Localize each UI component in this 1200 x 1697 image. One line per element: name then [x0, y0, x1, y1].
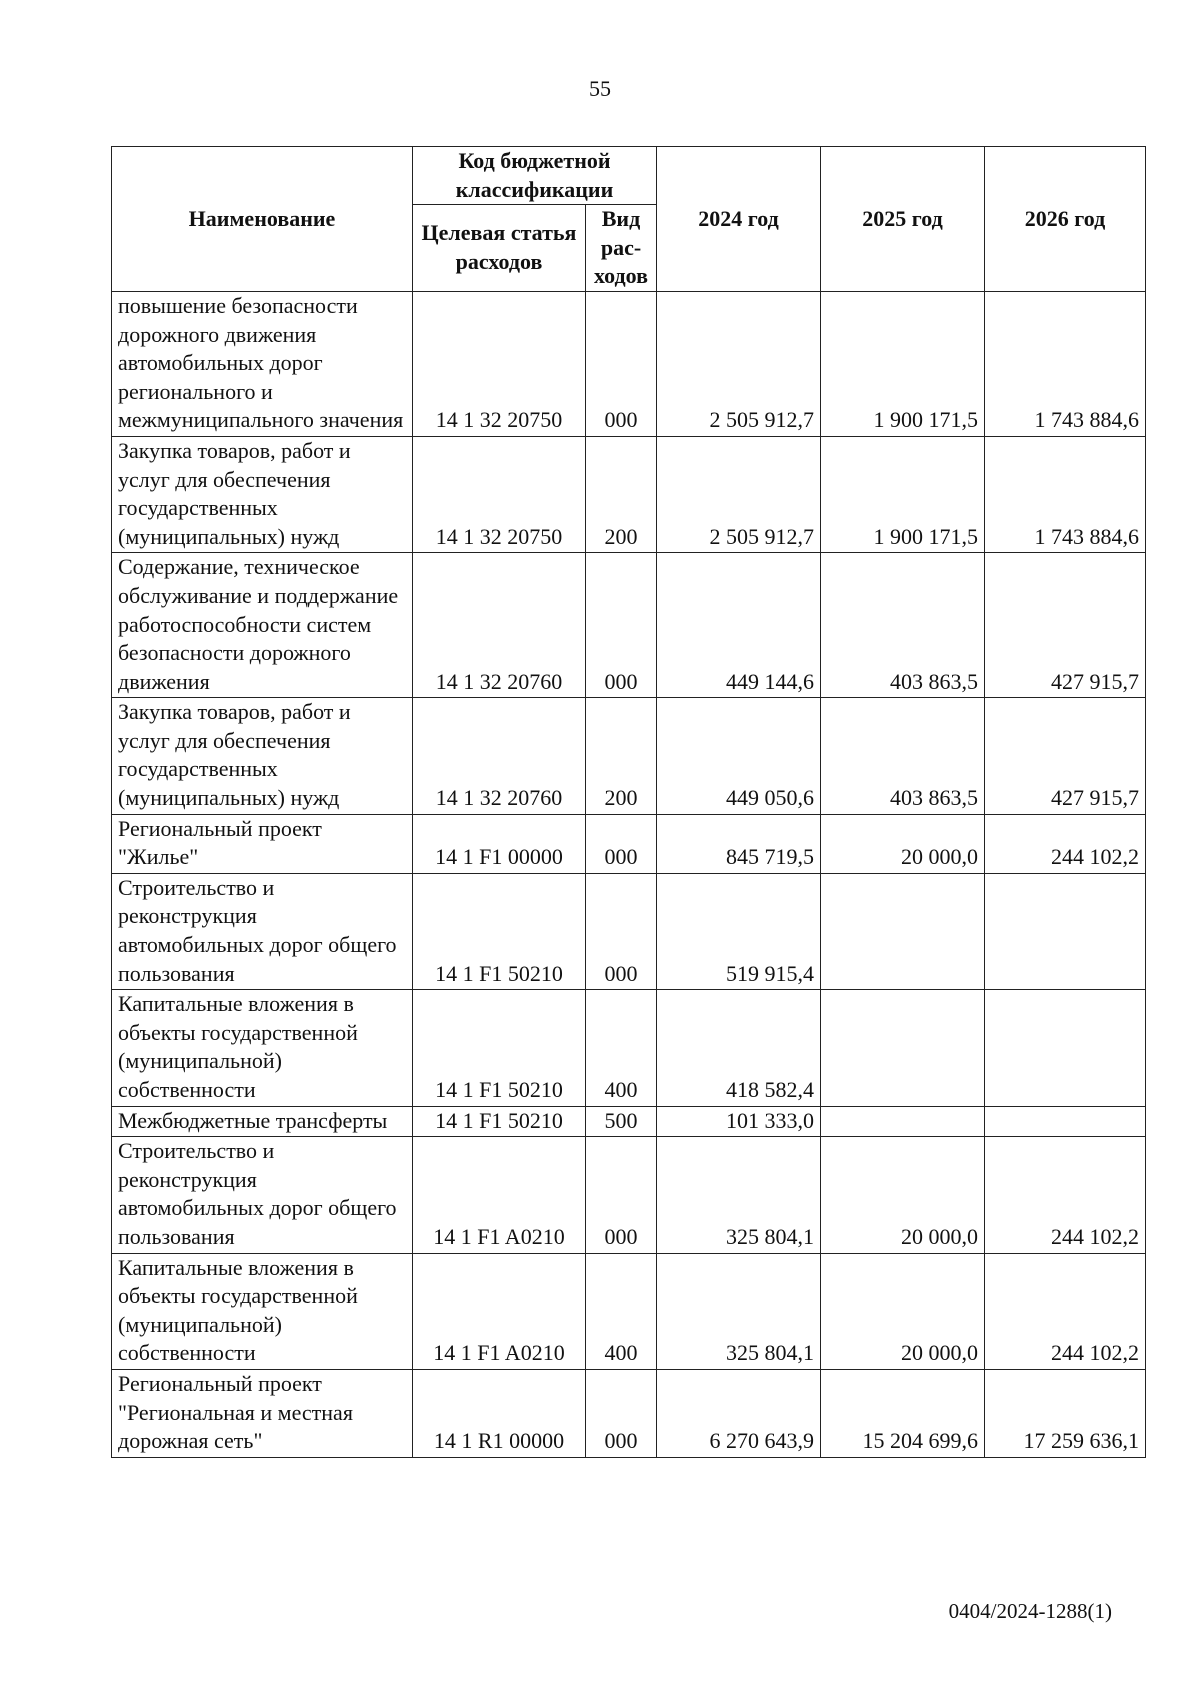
table-row	[112, 553, 1146, 698]
row-value-2026: 1 743 884,6	[985, 291, 1146, 436]
row-name: Строительство и реконструкция автомобильных дорог общего пользования	[112, 1137, 413, 1253]
table-row	[112, 990, 1146, 1106]
row-value-2024: 449 144,6	[657, 553, 821, 698]
row-value-2026: 244 102,2	[985, 814, 1146, 873]
row-value-2024: 101 333,0	[657, 1106, 821, 1137]
row-target-item: 14 1 F1 50210	[413, 1106, 586, 1137]
row-value-2025	[821, 990, 985, 1106]
page-number: 55	[589, 76, 611, 101]
table-row	[112, 1137, 1146, 1253]
header-target-item: Целевая статья расходов	[413, 205, 586, 292]
row-value-2024: 325 804,1	[657, 1253, 821, 1369]
row-value-2025: 403 863,5	[821, 553, 985, 698]
row-name: Содержание, техническое обслуживание и поддержание работоспособности систем безопасности дорожного движения	[112, 553, 413, 698]
row-target-item: 14 1 F1 A0210	[413, 1137, 586, 1253]
header-2025: 2025 год	[821, 147, 985, 292]
budget-table	[111, 146, 1146, 1458]
header-2024: 2024 год	[657, 147, 821, 292]
row-target-item: 14 1 F1 50210	[413, 990, 586, 1106]
row-value-2026: 427 915,7	[985, 698, 1146, 814]
row-value-2025: 20 000,0	[821, 1137, 985, 1253]
table-row	[112, 1253, 1146, 1369]
row-value-2025: 1 900 171,5	[821, 291, 985, 436]
row-value-2025: 1 900 171,5	[821, 436, 985, 552]
row-value-2026	[985, 873, 1146, 989]
row-name: Региональный проект "Жилье"	[112, 814, 413, 873]
row-name: Капитальные вложения в объекты государственной (муниципальной) собственности	[112, 990, 413, 1106]
row-expense-kind: 000	[586, 873, 657, 989]
table-row	[112, 291, 1146, 436]
row-target-item: 14 1 F1 00000	[413, 814, 586, 873]
row-name: Закупка товаров, работ и услуг для обеспечения государственных (муниципальных) нужд	[112, 698, 413, 814]
row-value-2026: 427 915,7	[985, 553, 1146, 698]
row-expense-kind: 200	[586, 436, 657, 552]
row-target-item: 14 1 32 20750	[413, 291, 586, 436]
row-value-2024: 845 719,5	[657, 814, 821, 873]
row-name: Закупка товаров, работ и услуг для обеспечения государственных (муниципальных) нужд	[112, 436, 413, 552]
row-name: Строительство и реконструкция автомобильных дорог общего пользования	[112, 873, 413, 989]
row-value-2024: 6 270 643,9	[657, 1369, 821, 1457]
row-target-item: 14 1 R1 00000	[413, 1369, 586, 1457]
table-row	[112, 873, 1146, 989]
row-expense-kind: 400	[586, 990, 657, 1106]
row-target-item: 14 1 F1 50210	[413, 873, 586, 989]
row-value-2025: 403 863,5	[821, 698, 985, 814]
row-value-2026: 244 102,2	[985, 1137, 1146, 1253]
table-header	[112, 147, 1146, 292]
header-budget-code-group: Код бюджетной классификации	[413, 147, 657, 205]
row-value-2025	[821, 873, 985, 989]
row-name: повышение безопасности дорожного движения автомобильных дорог регионального и межмуниципального значения	[112, 291, 413, 436]
table-body	[112, 291, 1146, 1457]
row-expense-kind: 000	[586, 1137, 657, 1253]
row-expense-kind: 000	[586, 553, 657, 698]
row-target-item: 14 1 F1 A0210	[413, 1253, 586, 1369]
table-row	[112, 1369, 1146, 1457]
row-value-2025	[821, 1106, 985, 1137]
row-name: Межбюджетные трансферты	[112, 1106, 413, 1137]
row-target-item: 14 1 32 20760	[413, 698, 586, 814]
row-value-2025: 15 204 699,6	[821, 1369, 985, 1457]
row-value-2024: 2 505 912,7	[657, 436, 821, 552]
document-code: 0404/2024-1288(1)	[948, 1599, 1112, 1623]
row-value-2025: 20 000,0	[821, 814, 985, 873]
row-expense-kind: 500	[586, 1106, 657, 1137]
row-value-2024: 325 804,1	[657, 1137, 821, 1253]
row-expense-kind: 000	[586, 814, 657, 873]
row-expense-kind: 000	[586, 291, 657, 436]
row-value-2026: 17 259 636,1	[985, 1369, 1146, 1457]
header-name: Наименование	[112, 147, 413, 292]
row-value-2025: 20 000,0	[821, 1253, 985, 1369]
table-row	[112, 814, 1146, 873]
row-target-item: 14 1 32 20750	[413, 436, 586, 552]
row-value-2024: 2 505 912,7	[657, 291, 821, 436]
row-expense-kind: 000	[586, 1369, 657, 1457]
header-expense-kind: Вид рас- ходов	[586, 205, 657, 292]
row-value-2024: 418 582,4	[657, 990, 821, 1106]
table-row	[112, 436, 1146, 552]
table-row	[112, 1106, 1146, 1137]
row-value-2026	[985, 1106, 1146, 1137]
row-target-item: 14 1 32 20760	[413, 553, 586, 698]
table-row	[112, 698, 1146, 814]
row-expense-kind: 200	[586, 698, 657, 814]
row-value-2026	[985, 990, 1146, 1106]
row-value-2024: 449 050,6	[657, 698, 821, 814]
row-value-2026: 244 102,2	[985, 1253, 1146, 1369]
row-expense-kind: 400	[586, 1253, 657, 1369]
row-name: Региональный проект "Региональная и местная дорожная сеть"	[112, 1369, 413, 1457]
row-value-2024: 519 915,4	[657, 873, 821, 989]
row-value-2026: 1 743 884,6	[985, 436, 1146, 552]
row-name: Капитальные вложения в объекты государственной (муниципальной) собственности	[112, 1253, 413, 1369]
header-2026: 2026 год	[985, 147, 1146, 292]
